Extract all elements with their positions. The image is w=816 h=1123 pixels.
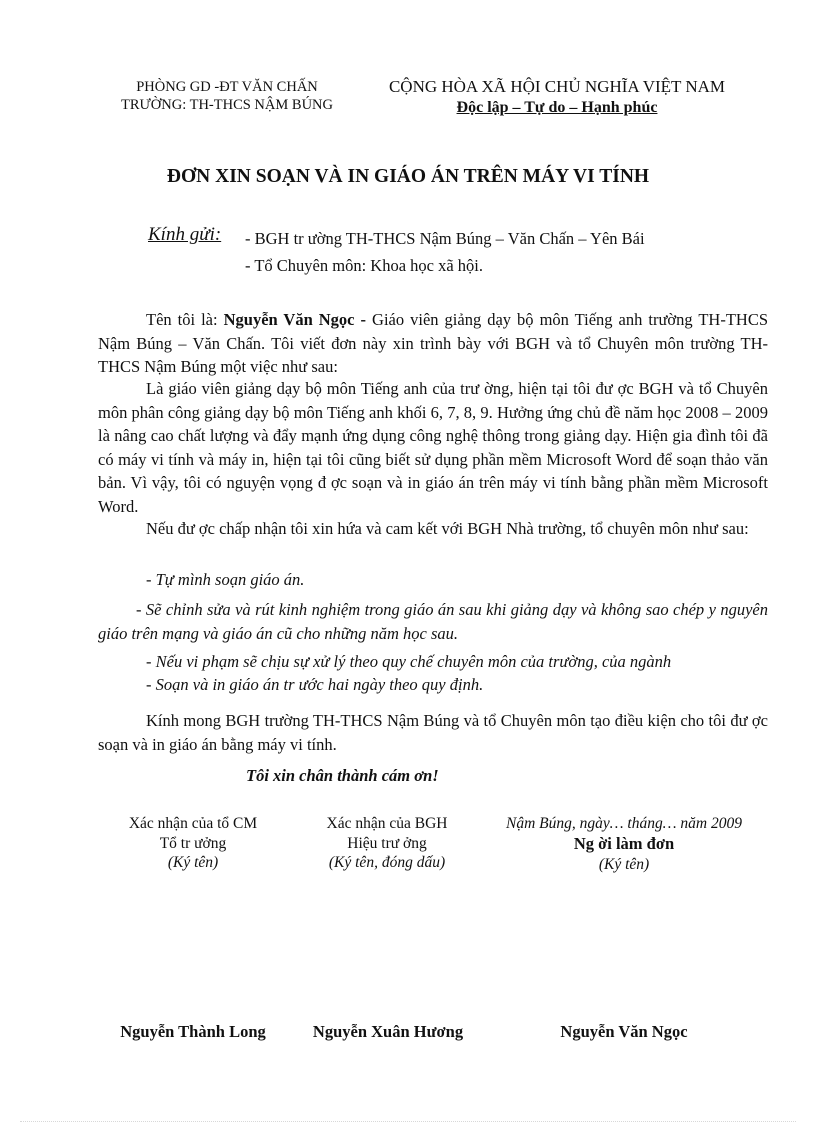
paragraph-intro: [98, 308, 768, 379]
sig1-title: Xác nhận của tổ CM: [128, 815, 258, 832]
intro-prefix: Tên tôi là:: [146, 310, 224, 329]
page-bottom-border: [20, 1121, 796, 1122]
thanks-line: Tôi xin chân thành cám ơn!: [246, 766, 439, 785]
sig2-role: Hiệu trư ởng: [347, 835, 427, 852]
commitment-3: - Nếu vi phạm sẽ chịu sự xử lý theo quy chế chuyên môn của trường, của ngành: [146, 652, 672, 671]
addressee-line-2: - Tổ Chuyên môn: Khoa học xã hội.: [245, 256, 483, 275]
department-name: PHÒNG GD -ĐT VĂN CHẤN: [136, 79, 318, 95]
sig2-name: Nguyễn Xuân Hương: [312, 1022, 464, 1041]
commitment-4: - Soạn và in giáo án tr ước hai ngày theo quy định.: [146, 675, 484, 694]
commitment-2: - Sẽ chỉnh sửa và rút kinh nghiệm trong giáo án sau khi giảng dạy và không sao chép y nguyên giáo trên mạng và giáo án cũ cho những năm học sau.: [98, 600, 768, 643]
sig3-role: Ng ời làm đơn: [573, 834, 675, 853]
paragraph-commitment: Nếu đư ợc chấp nhận tôi xin hứa và cam kết với BGH Nhà trường, tổ chuyên môn như sau:: [146, 519, 749, 538]
addressee-line-1: - BGH tr ường TH-THCS Nậm Búng – Văn Chấn – Yên Bái: [245, 229, 645, 248]
paragraph-request: Kính mong BGH trường TH-THCS Nậm Búng và tổ Chuyên môn tạo điều kiện cho tôi đư ợc soạn và in giáo án bằng máy vi tính.: [98, 711, 768, 754]
applicant-name: Nguyễn Văn Ngọc -: [223, 310, 367, 329]
commitment-1: - Tự mình soạn giáo án.: [146, 570, 305, 589]
sig1-note: (Ký tên): [167, 854, 219, 871]
sig3-note: (Ký tên): [598, 856, 650, 873]
sig1-role: Tổ tr ưởng: [159, 835, 227, 852]
addressee-label: Kính gửi:: [148, 224, 222, 245]
sig2-note: (Ký tên, đóng dấu): [328, 854, 446, 871]
national-title: CỘNG HÒA XÃ HỘI CHỦ NGHĨA VIỆT NAM: [388, 77, 726, 96]
sig1-name: Nguyễn Thành Long: [120, 1022, 266, 1041]
sig2-title: Xác nhận của BGH: [326, 815, 448, 832]
sig3-name: Nguyễn Văn Ngọc: [560, 1022, 688, 1041]
school-name: TRƯỜNG: TH-THCS NẬM BÚNG: [121, 97, 333, 113]
paragraph-reason: Là giáo viên giảng dạy bộ môn Tiếng anh của trư ờng, hiện tại tôi đư ợc BGH và tổ Chuyên môn phân công giảng dạy bộ môn Tiếng anh khối 6, 7, 8, 9. Hưởng ứng chủ đề năm học 2008 – 2009 là nâng cao chất lượng và đẩy mạnh ứng dụng công nghệ thông trong giảng dạy. Hiện gia đình tôi đã có máy vi tính và máy in, hiện tại tôi cũng biết sử dụng phần mềm Microsoft Word để soạn thảo văn bản. Vì vậy, tôi có nguyện vọng đ ợc soạn và in giáo án trên máy vi tính bằng phần mềm Microsoft Word.: [98, 379, 768, 516]
national-motto: Độc lập – Tự do – Hạnh phúc: [456, 99, 658, 116]
document-title: ĐƠN XIN SOẠN VÀ IN GIÁO ÁN TRÊN MÁY VI TÍNH: [166, 166, 650, 187]
intro-rest: Giáo viên giảng dạy bộ môn Tiếng anh trường TH-THCS Nậm Búng – Văn Chấn. Tôi viết đơn này xin trình bày với BGH và tổ Chuyên môn trường TH-THCS Nậm Búng một việc như sau:: [98, 310, 769, 376]
sig3-place-date: Nậm Búng, ngày… tháng… năm 2009: [506, 815, 742, 832]
